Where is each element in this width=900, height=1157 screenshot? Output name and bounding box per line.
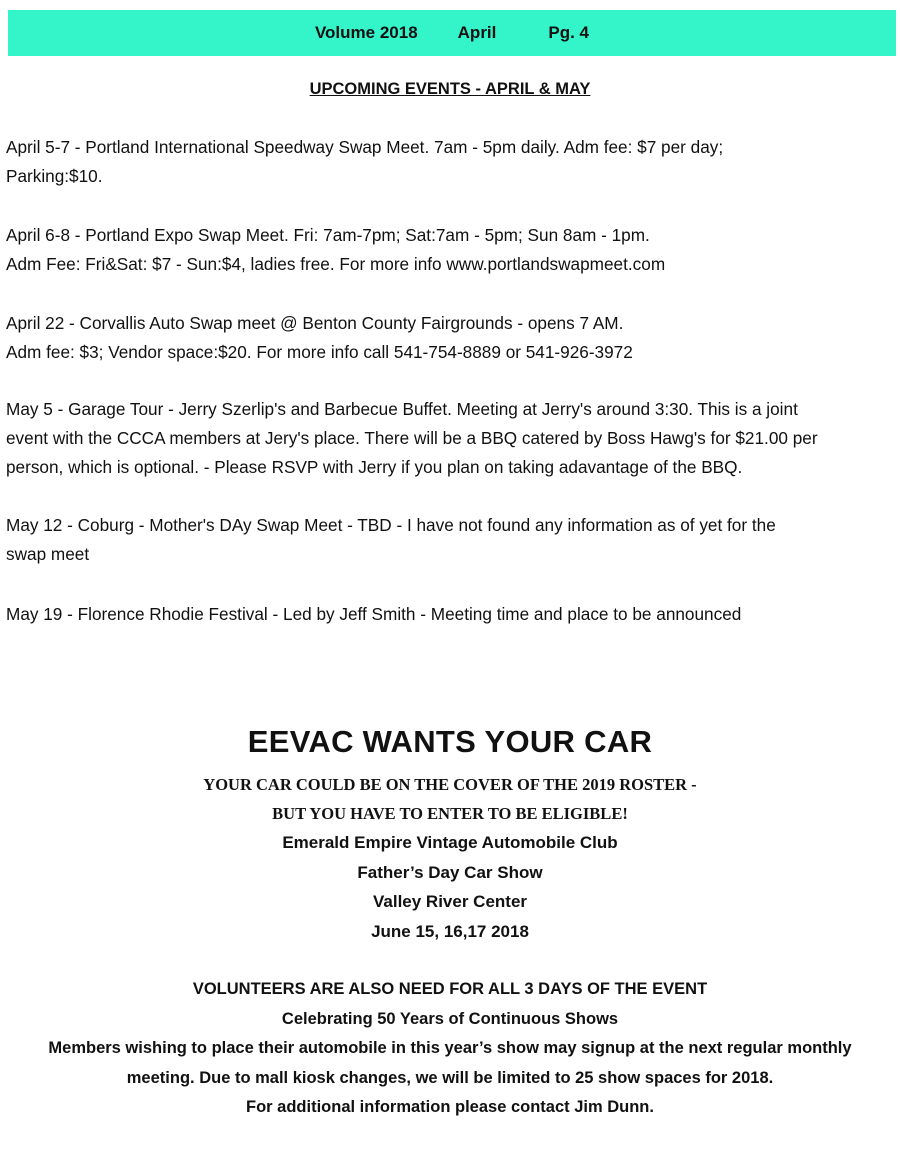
page-header-band bbox=[8, 10, 896, 56]
signup-line: meeting. Due to mall kiosk changes, we will be limited to 25 show spaces for 2018. bbox=[126, 1068, 774, 1087]
promo-dates: June 15, 16,17 2018 bbox=[371, 921, 529, 941]
promo-cover-line: YOUR CAR COULD BE ON THE COVER OF THE 2019 ROSTER - bbox=[203, 775, 697, 794]
section-title: UPCOMING EVENTS - APRIL & MAY bbox=[309, 80, 591, 98]
event-line: April 5-7 - Portland International Speedway Swap Meet. 7am - 5pm daily. Adm fee: $7 per day; bbox=[6, 137, 724, 157]
promo-venue: Valley River Center bbox=[372, 892, 528, 911]
event-line: Adm fee: $3; Vendor space:$20. For more info call 541-754-8889 or 541-926-3972 bbox=[6, 342, 633, 362]
header-volume: Volume 2018 bbox=[314, 23, 418, 42]
car-show-promo bbox=[0, 718, 900, 946]
volunteers-block bbox=[0, 975, 900, 1123]
event-line: April 22 - Corvallis Auto Swap meet @ Benton County Fairgrounds - opens 7 AM. bbox=[6, 313, 624, 333]
event-item bbox=[6, 133, 896, 191]
promo-cover-line: BUT YOU HAVE TO ENTER TO BE ELIGIBLE! bbox=[272, 804, 628, 823]
header-month: April bbox=[457, 23, 497, 42]
promo-cover-text bbox=[0, 770, 900, 828]
event-line: person, which is optional. - Please RSVP with Jerry if you plan on taking adavantage of the BBQ. bbox=[6, 457, 743, 477]
event-item bbox=[6, 221, 896, 279]
event-item bbox=[6, 395, 896, 482]
event-line: Adm Fee: Fri&Sat: $7 - Sun:$4, ladies free. For more info www.portlandswapmeet.com bbox=[6, 254, 666, 274]
volunteers-heading: VOLUNTEERS ARE ALSO NEED FOR ALL 3 DAYS OF THE EVENT bbox=[192, 980, 708, 998]
header-page-number: Pg. 4 bbox=[548, 23, 590, 42]
event-line: May 19 - Florence Rhodie Festival - Led by Jeff Smith - Meeting time and place to be announced bbox=[6, 604, 742, 624]
event-line: May 12 - Coburg - Mother's DAy Swap Meet - TBD - I have not found any information as of yet for the bbox=[6, 515, 776, 535]
event-line: event with the CCCA members at Jery's place. There will be a BBQ catered by Boss Hawg's for $21.00 per bbox=[6, 428, 818, 448]
event-item bbox=[6, 511, 896, 569]
promo-club-name: Emerald Empire Vintage Automobile Club bbox=[282, 833, 618, 852]
event-line: April 6-8 - Portland Expo Swap Meet. Fri: 7am-7pm; Sat:7am - 5pm; Sun 8am - 1pm. bbox=[6, 225, 650, 245]
event-line: swap meet bbox=[6, 544, 90, 564]
promo-title: EEVAC WANTS YOUR CAR bbox=[247, 724, 653, 759]
promo-show-name: Father’s Day Car Show bbox=[357, 862, 543, 882]
event-line: Parking:$10. bbox=[6, 166, 103, 186]
event-item bbox=[6, 600, 896, 629]
event-line: May 5 - Garage Tour - Jerry Szerlip's and Barbecue Buffet. Meeting at Jerry's around 3:30. This is a joint bbox=[6, 399, 798, 419]
celebrating-line: Celebrating 50 Years of Continuous Shows bbox=[281, 1009, 619, 1028]
signup-line: Members wishing to place their automobile in this year’s show may signup at the next regular monthly bbox=[48, 1039, 852, 1057]
contact-line: For additional information please contact Jim Dunn. bbox=[246, 1098, 654, 1116]
event-item bbox=[6, 309, 896, 367]
